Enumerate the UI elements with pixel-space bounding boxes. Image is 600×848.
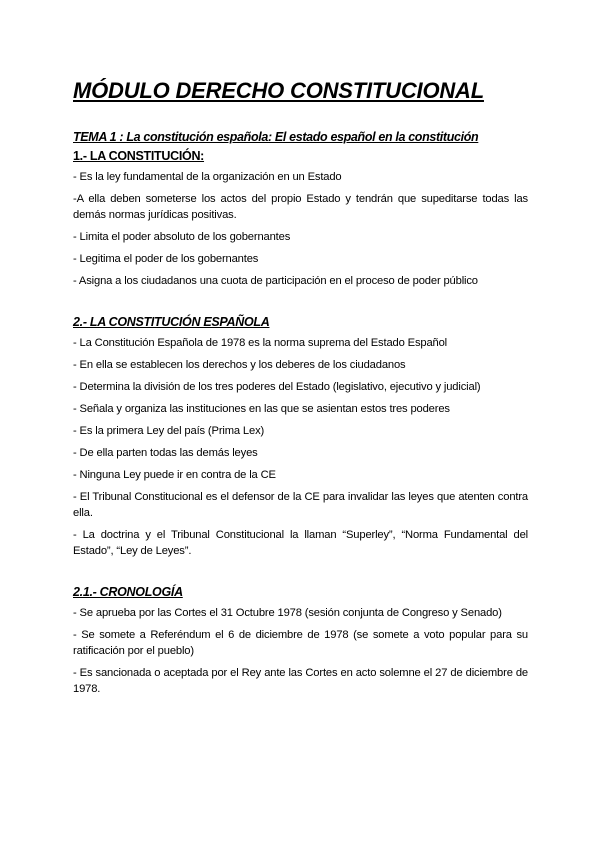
section-heading: 2.1.- CRONOLOGÍA	[73, 585, 183, 599]
list-item: -A ella deben someterse los actos del propio Estado y tendrán que supeditarse todas las demás normas jurídicas positivas.	[73, 193, 528, 221]
section-heading: 1.- LA CONSTITUCIÓN:	[73, 149, 205, 163]
section-constitucion	[73, 149, 528, 289]
list-item: - En ella se establecen los derechos y los deberes de los ciudadanos	[73, 359, 406, 371]
list-item: - Es la ley fundamental de la organización en un Estado	[73, 171, 342, 183]
list-item: - La Constitución Española de 1978 es la norma suprema del Estado Español	[73, 337, 448, 349]
document-title: MÓDULO DERECHO CONSTITUCIONAL	[73, 78, 484, 103]
list-item: - Es la primera Ley del país (Prima Lex)	[73, 425, 265, 437]
list-item: - Legitima el poder de los gobernantes	[73, 253, 259, 265]
section-heading: 2.- LA CONSTITUCIÓN ESPAÑOLA	[73, 315, 270, 329]
list-item: - Ninguna Ley puede ir en contra de la CE	[73, 469, 276, 481]
list-item: - El Tribunal Constitucional es el defensor de la CE para invalidar las leyes que atenten contra ella.	[73, 491, 528, 519]
document-page	[73, 78, 528, 703]
list-item: - De ella parten todas las demás leyes	[73, 447, 258, 459]
list-item: - Señala y organiza las instituciones en las que se asientan estos tres poderes	[73, 403, 450, 415]
section-constitucion-espanola	[73, 315, 528, 559]
list-item: - La doctrina y el Tribunal Constitucional la llaman “Superley”, “Norma Fundamental del Estado”, “Ley de Leyes”.	[73, 529, 528, 557]
list-item: - Se aprueba por las Cortes el 31 Octubre 1978 (sesión conjunta de Congreso y Senado)	[73, 607, 502, 619]
topic-heading: TEMA 1 : La constitución española: El estado español en la constitución	[73, 130, 479, 144]
list-item: - Asigna a los ciudadanos una cuota de participación en el proceso de poder público	[73, 275, 478, 287]
list-item: - Se somete a Referéndum el 6 de diciembre de 1978 (se somete a voto popular para su ratificación por el pueblo)	[73, 629, 528, 657]
list-item: - Es sancionada o aceptada por el Rey ante las Cortes en acto solemne el 27 de diciembre de 1978.	[73, 667, 528, 695]
list-item: - Limita el poder absoluto de los gobernantes	[73, 231, 291, 243]
list-item: - Determina la división de los tres poderes del Estado (legislativo, ejecutivo y judicial)	[73, 381, 481, 393]
section-cronologia	[73, 585, 528, 697]
